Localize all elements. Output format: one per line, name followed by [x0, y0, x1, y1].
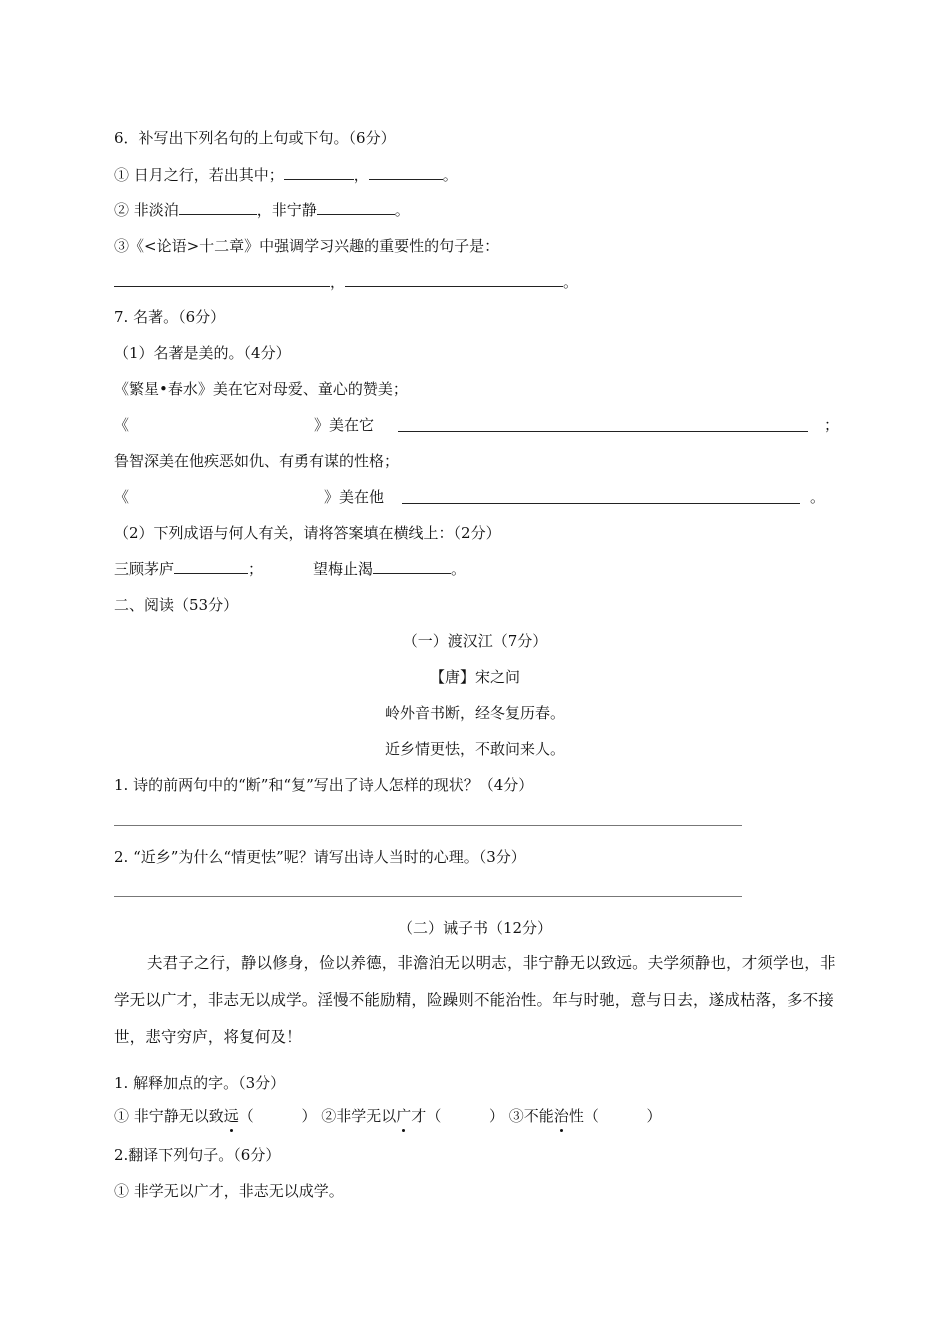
q6-item-3-answer: ， 。 [114, 272, 578, 292]
answer-blank[interactable] [179, 200, 257, 215]
q7-title: 7. 名著。（6分） [114, 308, 226, 326]
essay-heading: （二）诫子书（12分） [397, 919, 553, 937]
item-b-text: ②非学无以 [321, 1107, 397, 1125]
q7-row-2-label: 》美在他 [324, 488, 385, 506]
answer-blank[interactable] [317, 200, 395, 215]
q6-item-2: ② 非淡泊 ，非宁静 。 [114, 201, 410, 219]
q7-sub-1: （1）名著是美的。（4分） [114, 344, 291, 362]
essay-question-1-items [114, 1106, 662, 1126]
essay-body: 夫君子之行，静以修身，俭以养德，非澹泊无以明志，非宁静无以致远。夫学须静也，才须学也，非学无以广才，非志无以成学。淫慢不能励精，险躁则不能治性。年与时驰，意与日去，遂成枯落，多不接世，悲守穷庐，将复何及！ [114, 954, 836, 1046]
poem-question-2: 2. “近乡”为什么“情更怯”呢？请写出诗人当时的心理。（3分） [114, 848, 526, 866]
q7-line-4: 鲁智深美在他疾恶如仇、有勇有谋的性格； [114, 452, 400, 470]
q7-row-1-label: 》美在它 [314, 416, 375, 434]
essay-question-2-item: ① 非学无以广才，非志无以成学。 [114, 1182, 344, 1200]
poem-line-1: 岭外音书断，经冬复历春。 [384, 704, 565, 722]
answer-blank[interactable] [345, 272, 563, 287]
q7-blank-row-1 [114, 415, 840, 435]
section-2-title: 二、阅读（53分） [114, 596, 239, 614]
answer-blank[interactable] [369, 165, 443, 180]
answer-paren[interactable]: （ ） [426, 1107, 504, 1125]
dotted-char: 治 [553, 1107, 569, 1125]
dotted-char: 广 [396, 1107, 412, 1125]
item-a-text: ① 非宁静无以致 [114, 1107, 224, 1125]
answer-blank[interactable] [174, 559, 248, 574]
idiom-sep: ； [248, 560, 264, 578]
answer-line[interactable] [114, 896, 742, 897]
essay-question-1: 1. 解释加点的字。（3分） [114, 1074, 286, 1092]
answer-blank[interactable] [398, 417, 808, 432]
q7-row-1-end: ； [824, 416, 840, 434]
q7-sub-2: （2）下列成语与何人有关，请将答案填在横线上：（2分） [114, 524, 501, 542]
q6-title: 6．补写出下列名句的上句或下句。（6分） [114, 129, 396, 147]
item-c-text: ③不能 [508, 1107, 554, 1125]
answer-blank[interactable] [284, 165, 354, 180]
answer-paren[interactable]: （ ） [238, 1107, 317, 1125]
answer-blank[interactable] [114, 272, 330, 287]
book-title-blank[interactable] [136, 415, 306, 429]
essay-question-2: 2.翻译下列句子。（6分） [114, 1146, 281, 1164]
idiom-2: 望梅止渴 [313, 560, 374, 578]
q6-item-1-text: ① 日月之行，若出其中； [114, 166, 284, 184]
poem-line-2: 近乡情更怯，不敢问来人。 [384, 740, 565, 758]
q7-idioms: 三顾茅庐 ； 望梅止渴 。 [114, 560, 467, 578]
q6-item-2-text: ② 非淡泊 [114, 201, 179, 219]
q7-row-2-end: 。 [810, 488, 826, 506]
q6-item-3: ③《<论语>十二章》中强调学习兴趣的重要性的句子是： [114, 237, 500, 255]
idiom-1: 三顾茅庐 [114, 560, 175, 578]
poem-heading: （一）渡汉江（7分） [402, 632, 548, 650]
answer-blank[interactable] [402, 489, 800, 504]
dotted-char: 远 [223, 1107, 239, 1125]
answer-blank[interactable] [373, 559, 451, 574]
answer-paren[interactable]: （ ） [583, 1107, 662, 1125]
item-c-tail: 性 [568, 1107, 584, 1125]
poem-author: 【唐】宋之问 [429, 668, 520, 686]
item-b-tail: 才 [411, 1107, 427, 1125]
book-title-open: 《 [114, 488, 130, 506]
q7-blank-row-2 [114, 487, 840, 507]
poem-question-1: 1. 诗的前两句中的“断”和“复”写出了诗人怎样的现状？（4分） [114, 776, 534, 794]
q6-item-1: ① 日月之行，若出其中； ， 。 [114, 166, 458, 184]
answer-line[interactable] [114, 825, 742, 826]
book-title-open: 《 [114, 416, 130, 434]
book-title-blank[interactable] [136, 487, 316, 501]
q7-example: 《繁星•春水》美在它对母爱、童心的赞美； [114, 380, 408, 398]
q6-item-2-mid: ，非宁静 [256, 201, 317, 219]
